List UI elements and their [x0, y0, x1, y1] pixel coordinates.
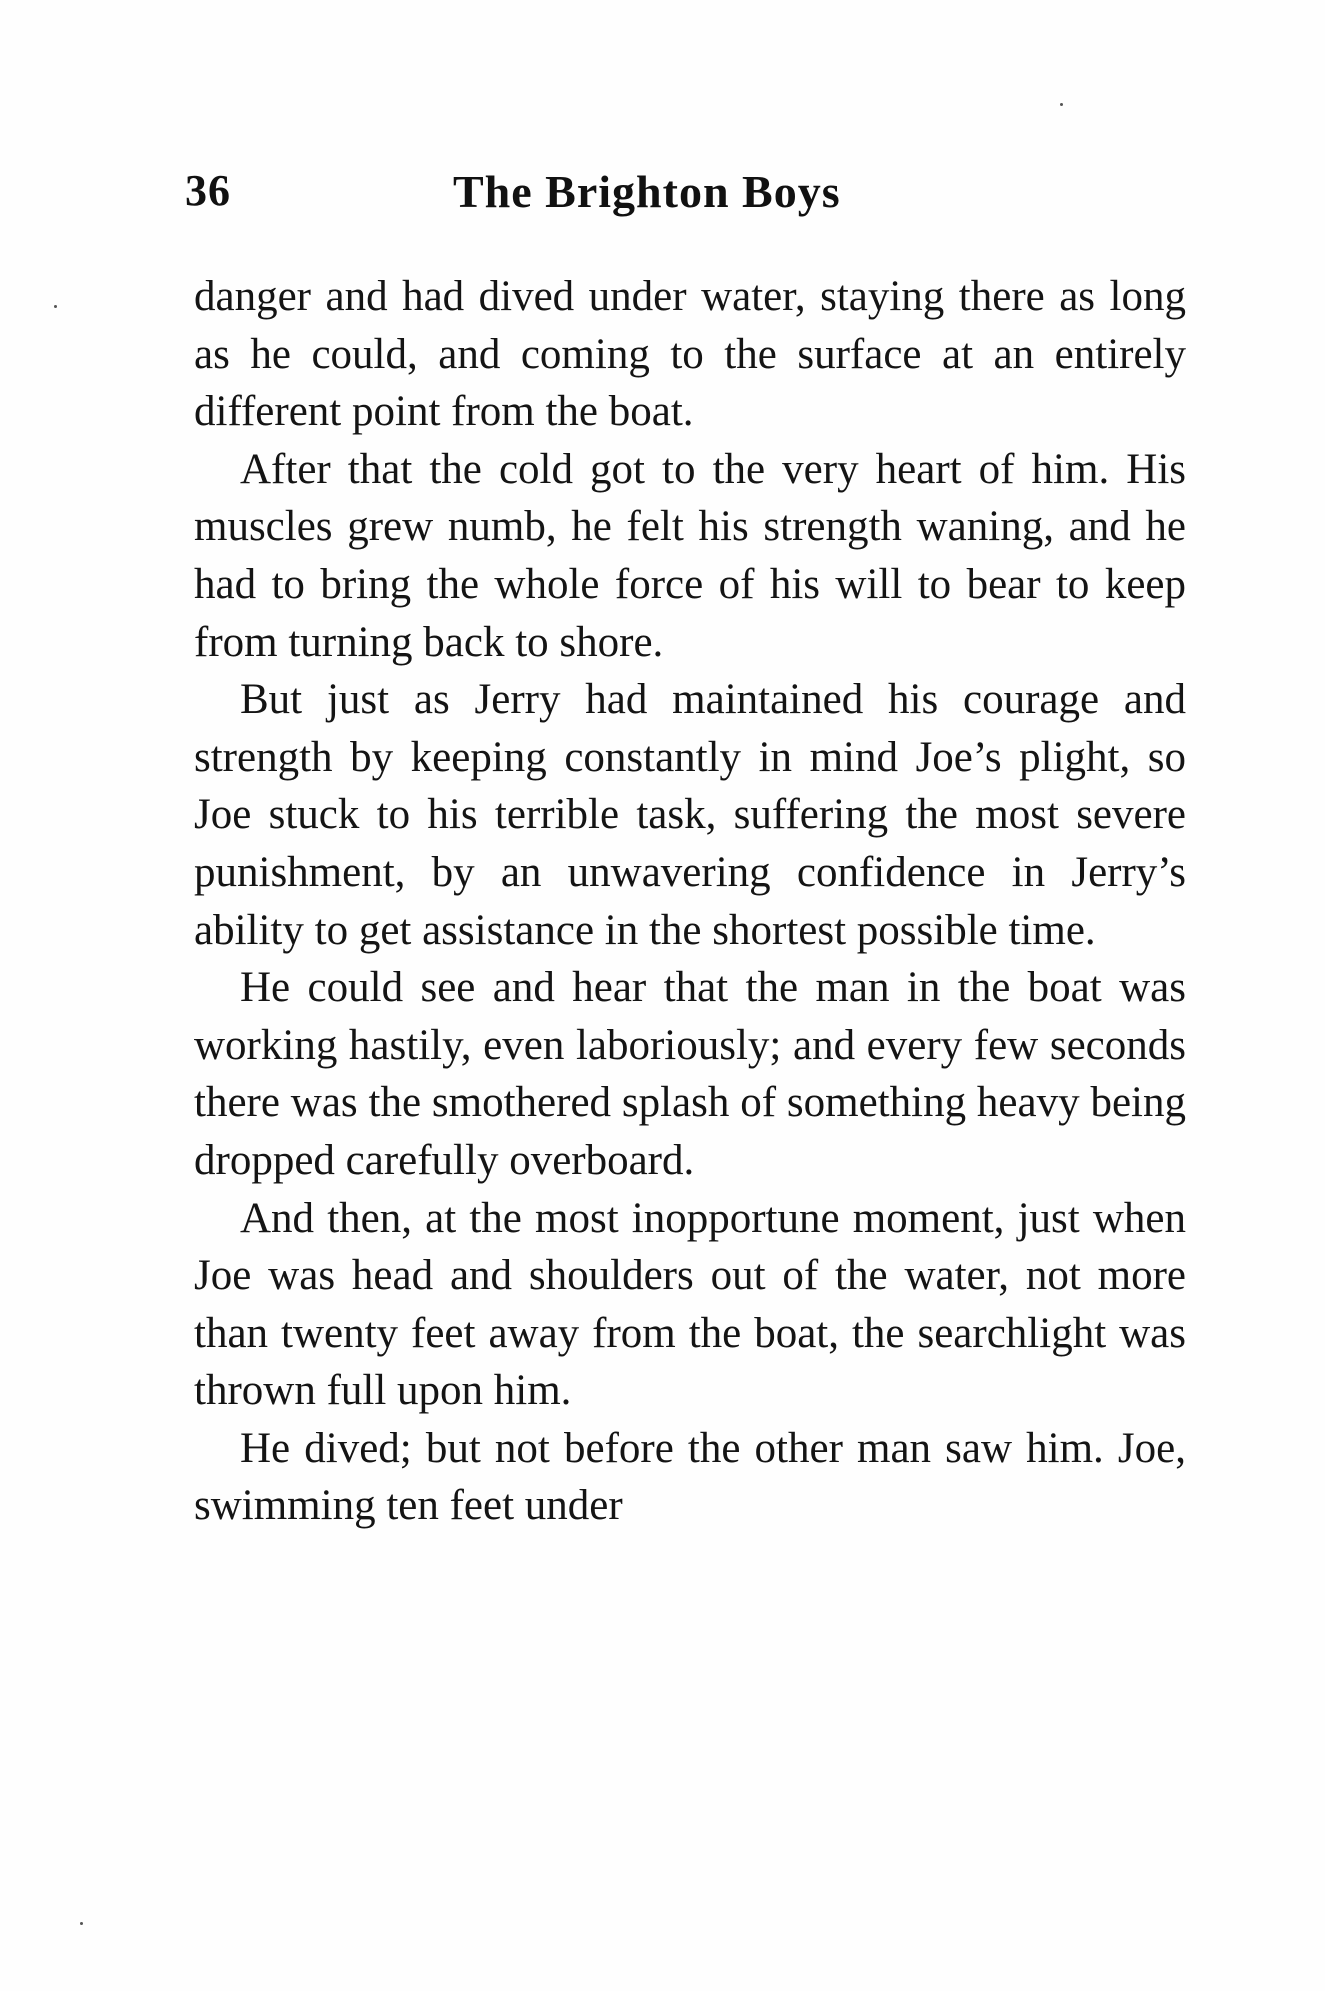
paragraph: He could see and hear that the man in the boat was working hastily, even laboriously; and every few seconds there was the smothered splash of something heavy being dropped carefully overboard. [194, 964, 1186, 1184]
paper-speck [80, 1922, 83, 1925]
body-text [194, 268, 1186, 1535]
page-number: 36 [185, 166, 231, 215]
paper-speck [1060, 103, 1063, 106]
paragraph: And then, at the most inopportune moment, just when Joe was head and shoulders out of the water, not more than twenty feet away from the boat, the searchlight was thrown full upon him. [194, 1194, 1186, 1415]
paper-speck [54, 305, 57, 308]
page-header [185, 165, 1185, 235]
paragraph: After that the cold got to the very heart of him. His muscles grew numb, he felt his strength waning, and he had to bring the whole force of his will to bear to keep from turning back to shore. [194, 445, 1186, 666]
paragraph-continued: danger and had dived under water, staying there as long as he could, and coming to the surface at an entirely different point from the boat. [194, 273, 1186, 436]
paragraph: But just as Jerry had maintained his courage and strength by keeping constantly in mind Joe’s plight, so Joe stuck to his terrible task, suffering the most severe punishment, by an unwavering confidence in Jerry’s ability to get assistance in the shortest possible time. [194, 676, 1186, 954]
running-title: The Brighton Boys [453, 166, 841, 217]
paragraph-continues: He dived; but not before the other man saw him. Joe, swimming ten feet under [194, 1424, 1186, 1530]
